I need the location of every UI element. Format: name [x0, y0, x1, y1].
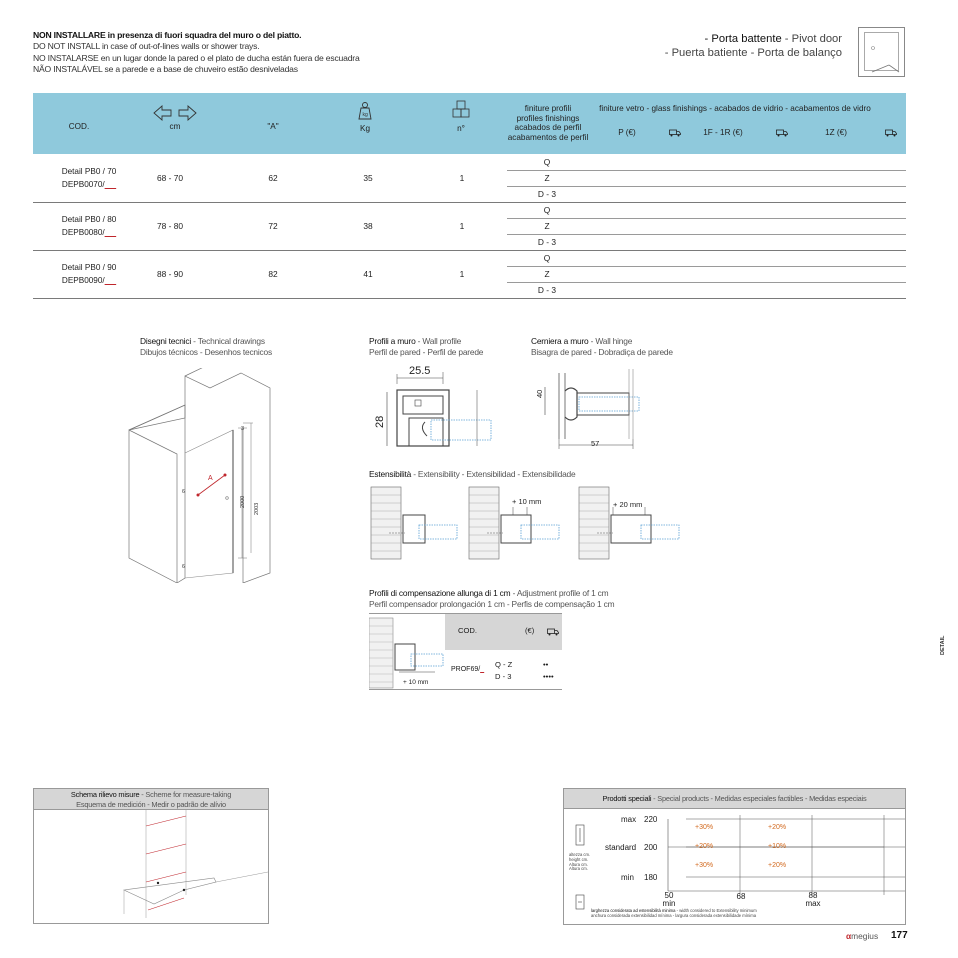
pct-bot-1: +30%	[695, 862, 714, 869]
header-finishes: finiture profili profiles finishings acabados de perfil acabamentos de perfil	[507, 104, 589, 142]
measure-scheme-header: Schema rilievo misure - Scheme for measure-taking Esquema de medición - Medir o padrão de alívio	[34, 789, 268, 810]
dim-2000-label: 2000	[240, 495, 246, 508]
hinge-height-label: 40	[535, 389, 544, 398]
row-finish: Q	[543, 205, 551, 215]
wall-hinge-heading: Cerniera a muro - Wall hinge Bisagra de pared - Dobradiça de parede	[531, 336, 673, 357]
row-kg: 38	[363, 221, 373, 231]
page-number: 177	[891, 930, 908, 941]
comp-code: PROF69/_	[451, 666, 485, 673]
warning-it: NON INSTALLARE in presenza di fuori squadra del muro o del piatto.	[33, 30, 302, 40]
row-a: 82	[268, 269, 278, 279]
comp-cod-label: COD.	[458, 626, 477, 635]
technical-drawing	[125, 368, 275, 583]
finish-divider	[507, 170, 906, 171]
pct-mid-1: +20%	[695, 843, 714, 850]
truck-icon	[885, 129, 897, 137]
ext-10-label: + 10 mm	[512, 497, 542, 506]
finish-divider	[507, 266, 906, 267]
pct-top-1: +30%	[695, 824, 714, 831]
value-220: 220	[644, 815, 658, 824]
profile-height-label: 28	[374, 415, 386, 428]
row-finish: Q	[543, 157, 551, 167]
row-kg: 35	[363, 173, 373, 183]
label-min: min	[621, 873, 634, 882]
pct-mid-2: +10%	[768, 843, 787, 850]
profile-width-label: 25.5	[409, 365, 431, 377]
row-finish: Z	[544, 269, 550, 279]
tech-drawings-heading: Disegni tecnici - Technical drawings Dibujos técnicos - Desenhos tecnicos	[140, 336, 272, 357]
row-finish: D - 3	[537, 237, 557, 247]
finish-divider	[507, 282, 906, 283]
warning-en: DO NOT INSTALL in case of out-of-lines walls or shower trays.	[33, 41, 260, 52]
row-code: Detail PB0 / 80 DEPB0080/_ _	[61, 215, 117, 237]
header-kg: Kg	[359, 124, 370, 133]
row-cm: 68 - 70	[156, 173, 184, 183]
finish-divider	[507, 186, 906, 187]
warning-pt: NÃO INSTALÁVEL se a parede e a base de chuveiro estão desniveladas	[33, 64, 298, 75]
header-1z: 1Z (€)	[825, 128, 847, 137]
extensibility-heading: Estensibilità - Extensibility - Extensibilidad - Extensibilidade	[369, 469, 576, 479]
measure-scheme-drawing	[34, 810, 268, 923]
row-kg: 41	[363, 269, 373, 279]
compensation-drawing	[369, 614, 445, 689]
row-code: Detail PB0 / 90 DEPB0090/_ _	[61, 263, 117, 285]
dim-a-label: A	[208, 475, 213, 482]
weight-icon	[355, 101, 375, 121]
width-arrows-icon	[153, 105, 197, 121]
width-label: larghezza considerata ad estensibilità minima - width considered to Extensibility minimum anchura considerada extensibilidad mínima - largura considerada extensibilidade mínima	[591, 908, 757, 918]
pct-bot-2: +20%	[768, 862, 787, 869]
row-finish: Q	[543, 253, 551, 263]
title-en: - Pivot door	[781, 33, 842, 45]
row-cm: 78 - 80	[156, 221, 184, 231]
special-products-chart	[564, 809, 905, 924]
row-code: Detail PB0 / 70 DEPB0070/_ _	[61, 167, 117, 189]
extensibility-drawings	[369, 485, 689, 565]
ext-variant-0	[371, 487, 457, 559]
row-finish: D - 3	[537, 285, 557, 295]
header-cod: COD.	[68, 122, 90, 131]
title-line2: - Puerta batiente - Porta de balanço	[664, 46, 842, 59]
row-divider	[33, 298, 906, 299]
table-header	[33, 93, 906, 154]
svg-text:6: 6	[182, 489, 185, 495]
comp-delivery: •• ••••	[543, 660, 554, 681]
truck-icon	[776, 129, 788, 137]
warning-block	[33, 30, 360, 76]
finish-divider	[507, 218, 906, 219]
truck-icon	[669, 129, 681, 137]
header-n: n°	[457, 124, 465, 133]
ext-20-label: + 20 mm	[613, 500, 643, 509]
axis-88: 88 max	[805, 891, 821, 908]
label-standard: standard	[605, 843, 637, 852]
header-1f1r: 1F - 1R (€)	[703, 128, 743, 137]
header-a: "A"	[267, 122, 279, 131]
svg-text:6: 6	[182, 564, 185, 570]
axis-50: 50 min	[662, 891, 676, 908]
header-glass: finiture vetro - glass finishings - acabados de vidrio - acabamentos de vidro	[599, 104, 871, 113]
dim-2003-label: 2003	[254, 502, 260, 515]
compensation-box	[369, 613, 562, 690]
comp-eur-label: (€)	[525, 626, 535, 635]
row-divider	[33, 250, 906, 251]
product-title	[665, 33, 842, 60]
row-finish: Z	[544, 173, 550, 183]
svg-text:kg: kg	[362, 112, 368, 118]
row-divider	[33, 202, 906, 203]
product-thumbnail	[858, 27, 905, 77]
title-main: - Porta battente	[704, 33, 782, 45]
row-finish: Z	[544, 221, 550, 231]
header-p: P (€)	[618, 128, 636, 137]
package-icon	[451, 100, 471, 120]
measure-scheme	[33, 788, 269, 924]
special-products	[563, 788, 906, 925]
finish-divider	[507, 234, 906, 235]
wall-profile-heading: Profili a muro - Wall profile Perfil de pared - Perfil de parede	[369, 336, 484, 357]
row-n: 1	[459, 221, 465, 231]
pct-top-2: +20%	[768, 824, 787, 831]
row-cm: 88 - 90	[156, 269, 184, 279]
value-200: 200	[644, 843, 658, 852]
wall-profile-drawing	[369, 362, 494, 452]
compensation-heading: Profili di compensazione allunga di 1 cm - Adjustment profile of 1 cm Perfil compensador prolongación 1 cm - Perfis de compensação 1 cm	[369, 588, 615, 609]
comp-finishes: Q - Z D - 3	[495, 660, 513, 681]
row-finish: D - 3	[537, 189, 557, 199]
label-max: max	[621, 815, 637, 824]
height-label: altezza cm. height cm. Altura cm. Altura cm.	[569, 852, 591, 872]
dim-3-label: 3	[241, 426, 245, 432]
value-180: 180	[644, 873, 658, 882]
hinge-width-label: 57	[591, 439, 600, 448]
brand-logo: αmegius	[846, 931, 879, 941]
side-label: DETAIL	[940, 635, 946, 655]
truck-icon	[547, 628, 559, 636]
row-n: 1	[459, 173, 465, 183]
comp-mm-label: + 10 mm	[403, 679, 429, 686]
wall-hinge-drawing	[531, 365, 666, 450]
axis-68: 68	[736, 892, 746, 901]
warning-es: NO INSTALARSE en un lugar donde la pared o el plato de ducha están fuera de escuadra	[33, 52, 360, 63]
header-cm: cm	[169, 122, 181, 131]
row-a: 72	[268, 221, 278, 231]
special-products-header: Prodotti speciali - Special products - Medidas especiales factibles - Medidas especiais	[564, 789, 905, 809]
row-a: 62	[268, 173, 278, 183]
ext-variant-20	[579, 487, 679, 559]
row-n: 1	[459, 269, 465, 279]
